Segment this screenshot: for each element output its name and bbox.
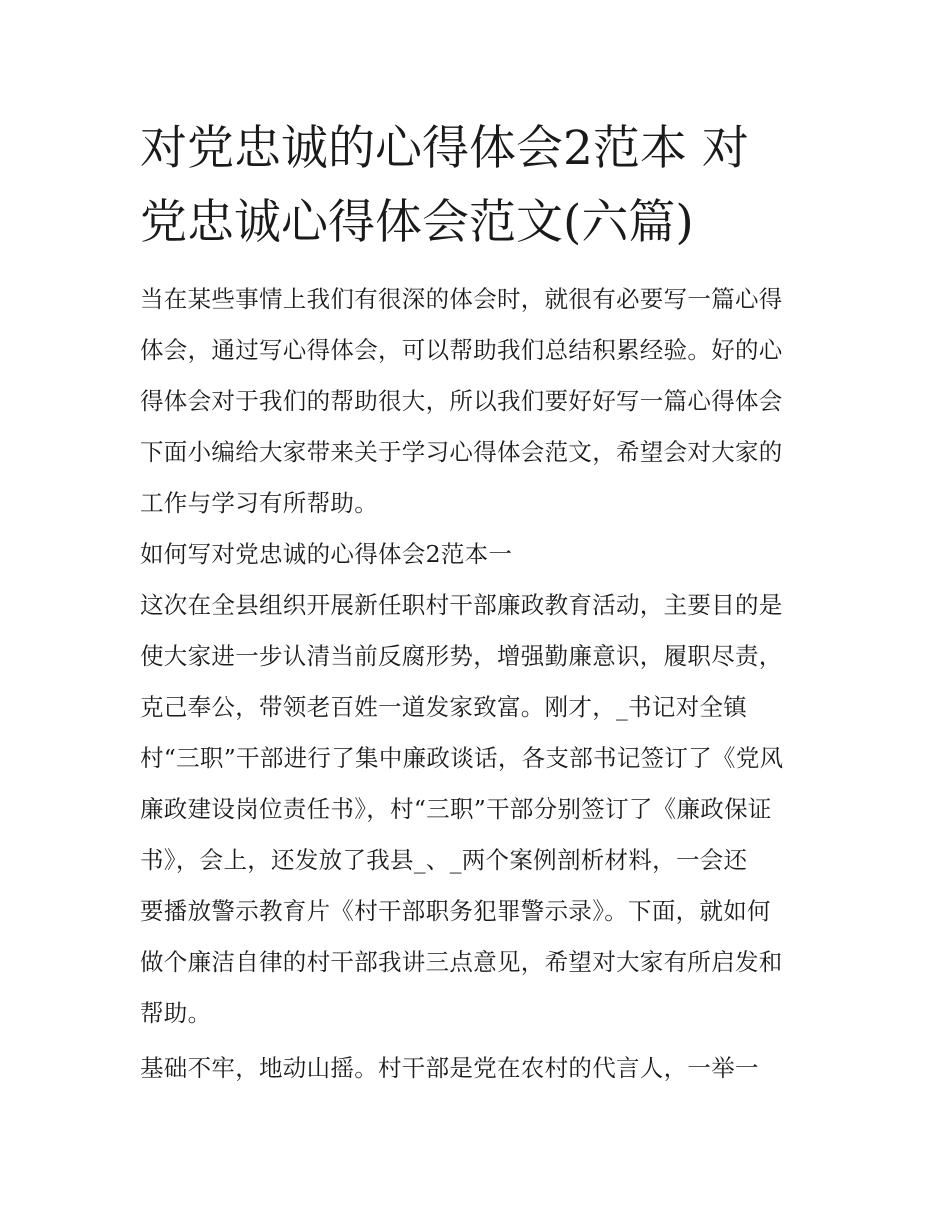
body-paragraph-2 — [140, 1043, 812, 1094]
section-heading — [140, 529, 812, 580]
paragraph-line: 克己奉公，带领老百姓一道发家致富。刚才，_书记对全镇 — [140, 693, 748, 721]
document-body — [140, 274, 812, 1094]
paragraph-line: 要播放警示教育片《村干部职务犯罪警示录》。下面，就如何 — [140, 897, 771, 925]
intro-line: 体会，通过写心得体会，可以帮助我们总结积累经验。好的心 — [140, 336, 783, 364]
intro-line: 得体会对于我们的帮助很大，所以我们要好好写一篇心得体会 — [140, 387, 783, 415]
document-page — [140, 112, 812, 1094]
paragraph-line: 帮助。 — [140, 999, 212, 1027]
intro-line: 工作与学习有所帮助。 — [140, 489, 378, 517]
intro-line: 下面小编给大家带来关于学习心得体会范文，希望会对大家的 — [140, 438, 783, 466]
paragraph-line: 做个廉洁自律的村干部我讲三点意见，希望对大家有所启发和 — [140, 948, 783, 976]
section-heading-text: 如何写对党忠诚的心得体会2范本一 — [140, 540, 513, 568]
paragraph-line: 廉政建设岗位责任书》，村“三职”干部分别签订了《廉政保证 — [140, 795, 772, 823]
paragraph-line: 使大家进一步认清当前反腐形势，增强勤廉意识，履职尽责， — [140, 642, 783, 670]
body-paragraph-1 — [140, 580, 812, 1039]
paragraph-line: 这次在全县组织开展新任职村干部廉政教育活动，主要目的是 — [140, 591, 783, 619]
paragraph-line: 基础不牢，地动山摇。村干部是党在农村的代言人，一举一 — [140, 1054, 759, 1082]
paragraph-line: 书》，会上，还发放了我县_、_两个案例剖析材料，一会还 — [140, 846, 748, 874]
intro-line: 当在某些事情上我们有很深的体会时，就很有必要写一篇心得 — [140, 285, 783, 313]
intro-paragraph — [140, 274, 812, 529]
paragraph-line: 村“三职”干部进行了集中廉政谈话，各支部书记签订了《党风 — [140, 744, 784, 772]
title-line-1: 对党忠诚的心得体会2范本 对 — [140, 121, 749, 176]
title-line-2: 党忠诚心得体会范文(六篇) — [140, 195, 694, 250]
document-title — [140, 112, 812, 260]
